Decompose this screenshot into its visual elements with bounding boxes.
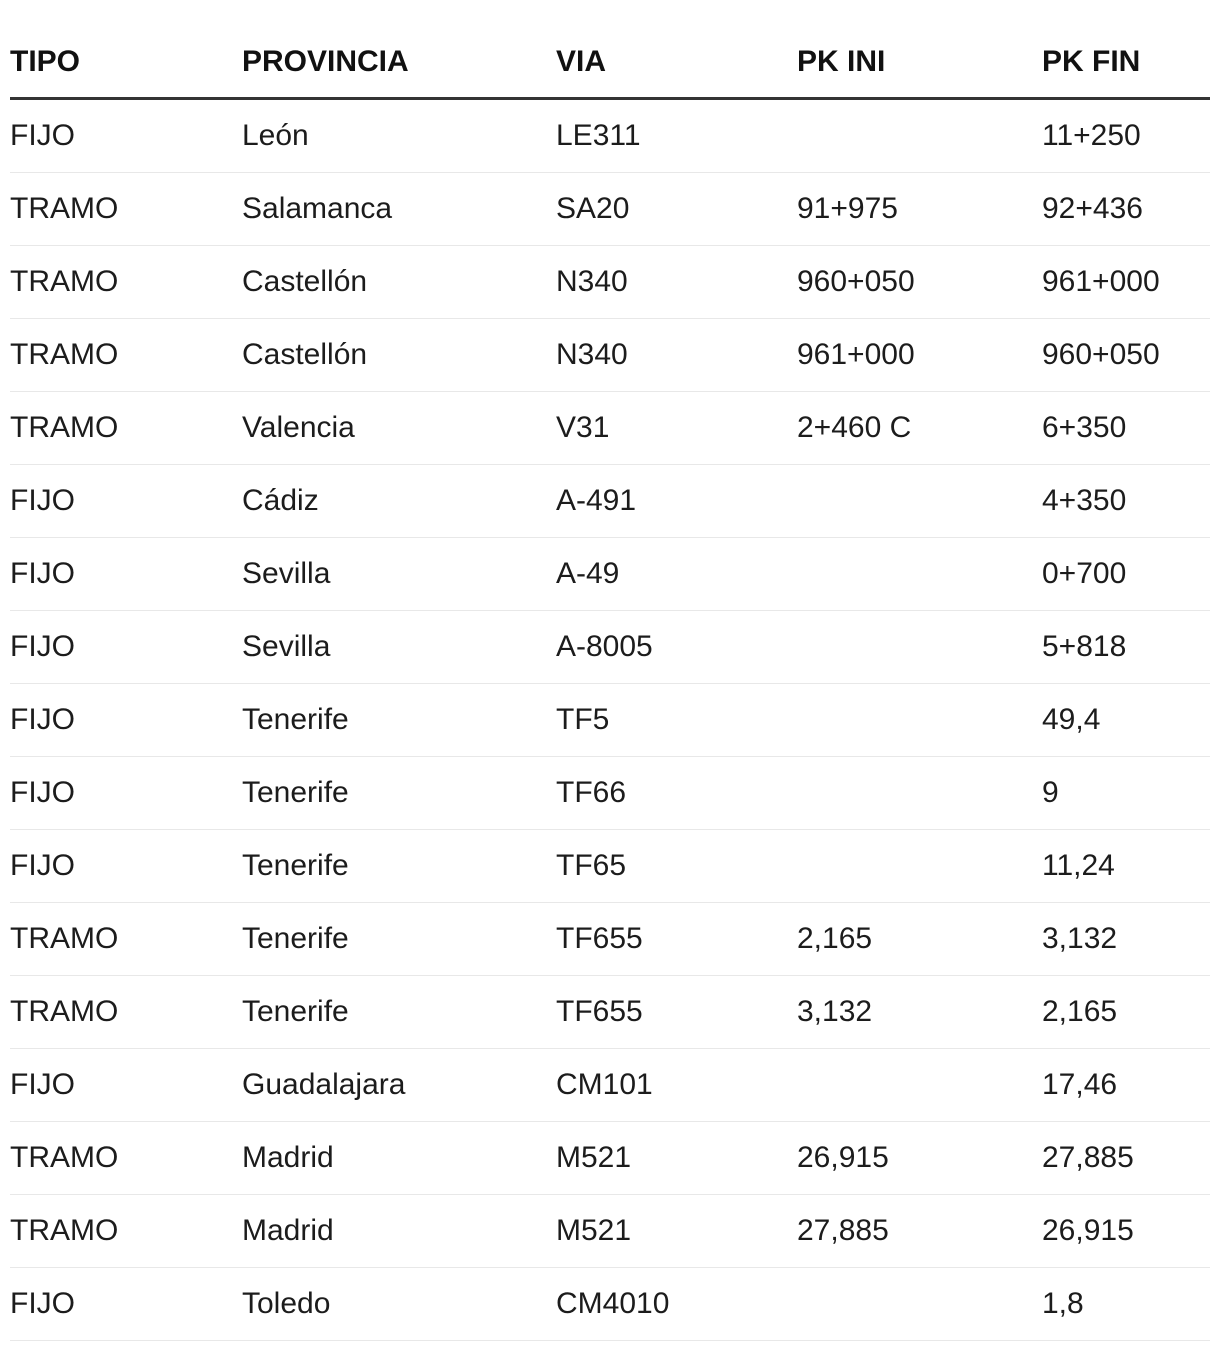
cell-provincia: León (242, 99, 556, 173)
table-row (10, 99, 1210, 173)
cell-pk-ini: 27,885 (797, 1195, 1042, 1268)
cell-tipo: FIJO (10, 1049, 242, 1122)
cell-provincia: Cádiz (242, 465, 556, 538)
cell-pk-ini (797, 1268, 1042, 1341)
cell-pk-fin: 27,885 (1042, 1122, 1210, 1195)
cell-tipo: TRAMO (10, 976, 242, 1049)
cell-pk-fin: 2,165 (1042, 976, 1210, 1049)
cell-provincia: Castellón (242, 246, 556, 319)
cell-tipo: TRAMO (10, 246, 242, 319)
radar-table (10, 0, 1210, 1341)
cell-pk-ini: 2,165 (797, 903, 1042, 976)
cell-pk-fin: 1,8 (1042, 1268, 1210, 1341)
table-row (10, 830, 1210, 903)
cell-pk-fin: 49,4 (1042, 684, 1210, 757)
table-row (10, 538, 1210, 611)
cell-pk-fin: 9 (1042, 757, 1210, 830)
cell-pk-ini (797, 757, 1042, 830)
cell-tipo: TRAMO (10, 392, 242, 465)
cell-pk-ini (797, 538, 1042, 611)
cell-pk-fin: 26,915 (1042, 1195, 1210, 1268)
cell-pk-ini (797, 99, 1042, 173)
cell-provincia: Valencia (242, 392, 556, 465)
cell-via: CM4010 (556, 1268, 797, 1341)
cell-via: TF655 (556, 903, 797, 976)
table-row (10, 684, 1210, 757)
cell-pk-fin: 4+350 (1042, 465, 1210, 538)
cell-provincia: Sevilla (242, 538, 556, 611)
cell-tipo: TRAMO (10, 173, 242, 246)
cell-pk-ini (797, 1049, 1042, 1122)
cell-tipo: FIJO (10, 830, 242, 903)
cell-provincia: Tenerife (242, 903, 556, 976)
cell-provincia: Madrid (242, 1195, 556, 1268)
cell-via: TF66 (556, 757, 797, 830)
table-row (10, 465, 1210, 538)
cell-via: TF655 (556, 976, 797, 1049)
column-header-pk-ini: PK INI (797, 0, 1042, 99)
cell-provincia: Castellón (242, 319, 556, 392)
cell-pk-ini: 91+975 (797, 173, 1042, 246)
table-row (10, 976, 1210, 1049)
cell-pk-ini (797, 611, 1042, 684)
table-row (10, 173, 1210, 246)
cell-provincia: Tenerife (242, 830, 556, 903)
cell-pk-fin: 961+000 (1042, 246, 1210, 319)
table-row (10, 246, 1210, 319)
table-body (10, 99, 1210, 1341)
table-row (10, 392, 1210, 465)
table-row (10, 611, 1210, 684)
cell-tipo: FIJO (10, 538, 242, 611)
cell-provincia: Tenerife (242, 976, 556, 1049)
cell-via: TF5 (556, 684, 797, 757)
cell-via: M521 (556, 1195, 797, 1268)
cell-pk-ini: 2+460 C (797, 392, 1042, 465)
cell-via: A-8005 (556, 611, 797, 684)
table-row (10, 757, 1210, 830)
cell-pk-fin: 11+250 (1042, 99, 1210, 173)
table-row (10, 903, 1210, 976)
cell-pk-ini (797, 465, 1042, 538)
cell-provincia: Tenerife (242, 757, 556, 830)
cell-pk-fin: 960+050 (1042, 319, 1210, 392)
cell-via: TF65 (556, 830, 797, 903)
column-header-via: VIA (556, 0, 797, 99)
cell-pk-fin: 6+350 (1042, 392, 1210, 465)
table-row (10, 1195, 1210, 1268)
table-row (10, 1122, 1210, 1195)
header-row (10, 0, 1210, 99)
cell-via: V31 (556, 392, 797, 465)
cell-tipo: FIJO (10, 684, 242, 757)
cell-tipo: FIJO (10, 1268, 242, 1341)
cell-via: LE311 (556, 99, 797, 173)
cell-pk-fin: 0+700 (1042, 538, 1210, 611)
cell-tipo: TRAMO (10, 903, 242, 976)
cell-provincia: Toledo (242, 1268, 556, 1341)
cell-pk-fin: 3,132 (1042, 903, 1210, 976)
cell-pk-fin: 11,24 (1042, 830, 1210, 903)
cell-pk-fin: 17,46 (1042, 1049, 1210, 1122)
cell-via: M521 (556, 1122, 797, 1195)
cell-via: N340 (556, 319, 797, 392)
cell-tipo: FIJO (10, 99, 242, 173)
cell-pk-ini: 3,132 (797, 976, 1042, 1049)
cell-provincia: Sevilla (242, 611, 556, 684)
cell-tipo: TRAMO (10, 319, 242, 392)
cell-tipo: TRAMO (10, 1122, 242, 1195)
cell-via: SA20 (556, 173, 797, 246)
cell-tipo: FIJO (10, 465, 242, 538)
cell-provincia: Madrid (242, 1122, 556, 1195)
cell-pk-fin: 5+818 (1042, 611, 1210, 684)
cell-tipo: TRAMO (10, 1195, 242, 1268)
cell-pk-ini: 26,915 (797, 1122, 1042, 1195)
cell-pk-ini (797, 684, 1042, 757)
cell-provincia: Guadalajara (242, 1049, 556, 1122)
column-header-tipo: TIPO (10, 0, 242, 99)
cell-via: N340 (556, 246, 797, 319)
table-row (10, 1049, 1210, 1122)
cell-via: A-491 (556, 465, 797, 538)
cell-via: CM101 (556, 1049, 797, 1122)
cell-tipo: FIJO (10, 611, 242, 684)
cell-provincia: Tenerife (242, 684, 556, 757)
cell-provincia: Salamanca (242, 173, 556, 246)
cell-via: A-49 (556, 538, 797, 611)
cell-pk-ini: 961+000 (797, 319, 1042, 392)
column-header-provincia: PROVINCIA (242, 0, 556, 99)
cell-pk-ini (797, 830, 1042, 903)
cell-pk-fin: 92+436 (1042, 173, 1210, 246)
column-header-pk-fin: PK FIN (1042, 0, 1210, 99)
table-row (10, 1268, 1210, 1341)
table-row (10, 319, 1210, 392)
cell-tipo: FIJO (10, 757, 242, 830)
cell-pk-ini: 960+050 (797, 246, 1042, 319)
